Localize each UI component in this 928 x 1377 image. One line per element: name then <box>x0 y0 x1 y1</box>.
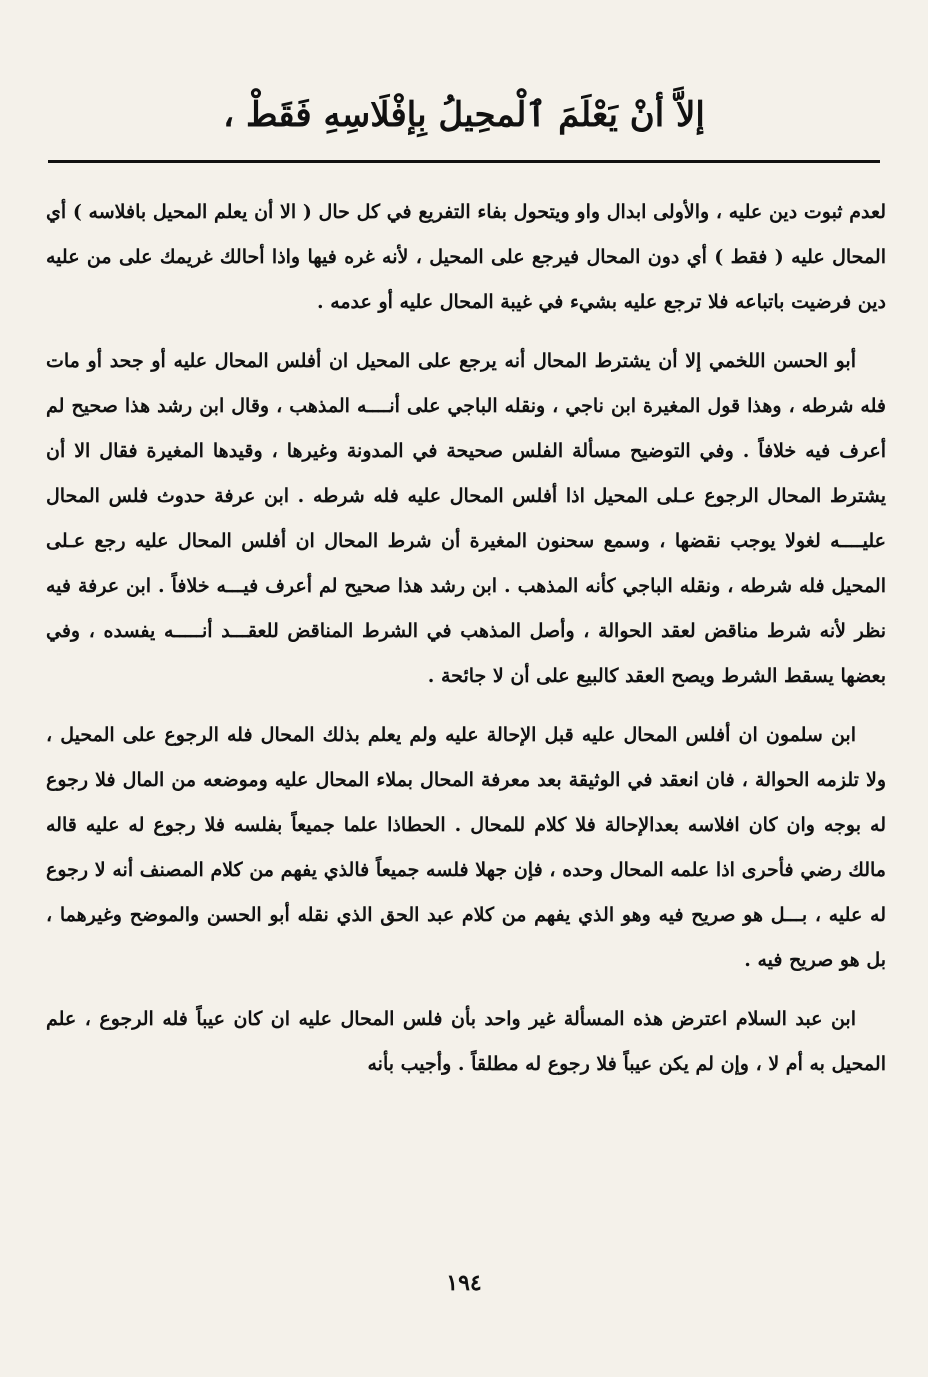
page-number: ١٩٤ <box>446 1270 482 1296</box>
paragraph: لعدم ثبوت دين عليه ، والأولى ابدال واو ويتحول بفاء التفريع في كل حال ( الا أن يعلم المحيل بافلاسه ) أي المحال عليه ( فقط ) أي دون المحال فيرجع على المحيل ، لأنه غره فيها واذا أحالك غريمك على من عليه دين فرضيت باتباعه فلا ترجع عليه بشيء في غيبة المحال عليه أو عدمه . <box>46 201 886 313</box>
paragraph: ابن سلمون ان أفلس المحال عليه قبل الإحالة عليه ولم يعلم بذلك المحال فله الرجوع على المحيل ، ولا تلزمه الحوالة ، فان انعقد في الوثيقة بعد معرفة المحال بملاء المحال عليه وموضعه من المال فلا رجوع له بوجه وان كان افلاسه بعدالإحالة فلا كلام للمحال . الحطاذا علما جميعاً بفلسه فلا رجوع له عليه قاله مالك رضي فأحرى اذا علمه المحال وحده ، فإن جهلا فلسه جميعاً فالذي يفهم من كلام المصنف أنه لا رجوع له عليه ، بـــل هو صريح فيه وهو الذي يفهم من كلام عبد الحق الذي نقله أبو الحسن والموضح وغيرهما ، بل هو صريح فيه . <box>46 724 886 971</box>
header-rule <box>48 160 880 163</box>
body-text <box>46 190 886 1101</box>
page-header <box>48 82 880 172</box>
paragraph: ابن عبد السلام اعترض هذه المسألة غير واحد بأن فلس المحال عليه ان كان عيباً فله الرجوع ، علم المحيل به أم لا ، وإن لم يكن عيباً فلا رجوع له مطلقاً . وأجيب بأنه <box>46 1008 886 1075</box>
header-title: إلاَّ أنْ يَعْلَمَ ٱلْمحِيلُ بِإفْلَاسِهِ فَقَطْ ، <box>223 95 705 135</box>
paragraph: أبو الحسن اللخمي إلا أن يشترط المحال أنه يرجع على المحيل ان أفلس المحال عليه أو جحد أو مات فله شرطه ، وهذا قول المغيرة ابن ناجي ، ونقله الباجي على أنــــه المذهب ، وقال ابن رشد هذا صحيح لم أعرف فيه خلافاً . وفي التوضيح مسألة الفلس صحيحة في المدونة وغيرها ، وقيدها المغيرة فقال الا أن يشترط المحال الرجوع عـلى المحيل اذا أفلس المحال عليه فله شرطه . ابن عرفة حدوث فلس المحال عليــــه لغولا يوجب نقضها ، وسمع سحنون المغيرة أن شرط المحال ان أفلس المحال عليه رجع عـلى المحيل فله شرطه ، ونقله الباجي كأنه المذهب . ابن رشد هذا صحيح لم أعرف فيـــه خلافاً . ابن عرفة فيه نظر لأنه شرط مناقض لعقد الحوالة ، وأصل المذهب في الشرط المناقض للعقـــد أنـــــه يفسده ، وفي بعضها يسقط الشرط ويصح العقد كالبيع على أن لا جائحة . <box>46 350 886 687</box>
